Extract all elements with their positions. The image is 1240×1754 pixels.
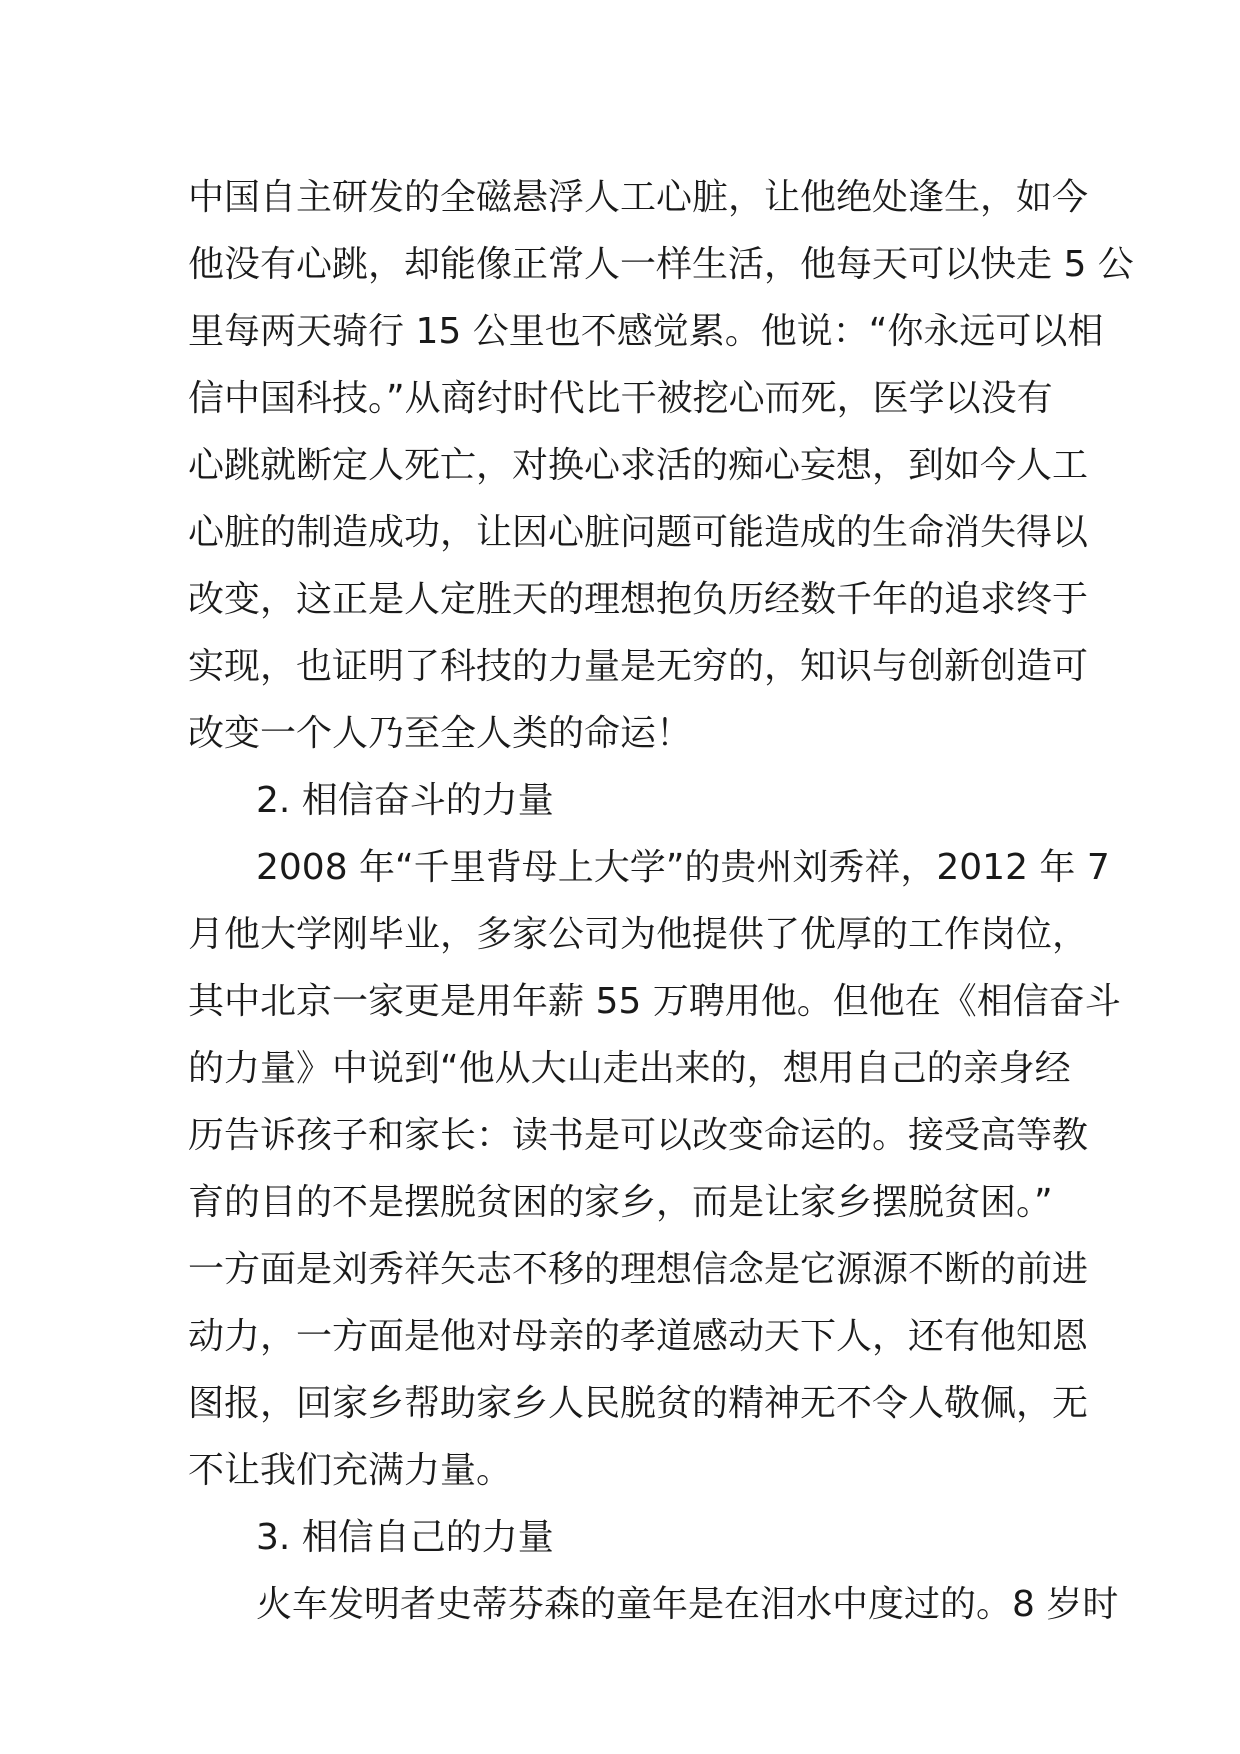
text-line: 育的目的不是摆脱贫困的家乡，而是让家乡摆脱贫困。”	[188, 1182, 1053, 1223]
text-line: 的力量》中说到“他从大山走出来的，想用自己的亲身经	[188, 1048, 1071, 1089]
text-line: 其中北京一家更是用年薪 55 万聘用他。但他在《相信奋斗	[188, 981, 1121, 1022]
text-line: 他没有心跳，却能像正常人一样生活，他每天可以快走 5 公	[188, 244, 1134, 285]
text-line: 一方面是刘秀祥矢志不移的理想信念是它源源不断的前进	[188, 1249, 1089, 1290]
text-line: 动力，一方面是他对母亲的孝道感动天下人，还有他知恩	[188, 1316, 1089, 1357]
paragraph-artificial-heart	[188, 164, 1134, 767]
text-line: 2008 年“千里背母上大学”的贵州刘秀祥，2012 年 7	[256, 847, 1110, 888]
text-line: 图报，回家乡帮助家乡人民脱贫的精神无不令人敬佩，无	[188, 1383, 1089, 1424]
text-line: 中国自主研发的全磁悬浮人工心脏，让他绝处逢生，如今	[188, 177, 1089, 218]
text-line: 月他大学刚毕业，多家公司为他提供了优厚的工作岗位，	[188, 914, 1089, 955]
text-line: 历告诉孩子和家长：读书是可以改变命运的。接受高等教	[188, 1115, 1089, 1156]
paragraph-liu-xiuxiang	[188, 834, 1121, 1504]
text-line: 信中国科技。”从商纣时代比干被挖心而死，医学以没有	[188, 378, 1053, 419]
text-line: 心脏的制造成功，让因心脏问题可能造成的生命消失得以	[188, 512, 1089, 553]
text-line: 改变，这正是人定胜天的理想抱负历经数千年的追求终于	[188, 579, 1089, 620]
text-line: 里每两天骑行 15 公里也不感觉累。他说：“你永远可以相	[188, 311, 1104, 352]
text-line: 心跳就断定人死亡，对换心求活的痴心妄想，到如今人工	[188, 445, 1089, 486]
text-line: 不让我们充满力量。	[188, 1450, 513, 1491]
document-page	[188, 164, 1134, 1638]
text-line: 改变一个人乃至全人类的命运！	[188, 713, 693, 754]
paragraph-stephenson	[188, 1571, 1119, 1638]
text-line: 火车发明者史蒂芬森的童年是在泪水中度过的。8 岁时	[256, 1584, 1119, 1625]
section-heading-2: 2. 相信奋斗的力量	[256, 780, 554, 821]
section-heading-3: 3. 相信自己的力量	[256, 1517, 554, 1558]
text-line: 实现，也证明了科技的力量是无穷的，知识与创新创造可	[188, 646, 1089, 687]
